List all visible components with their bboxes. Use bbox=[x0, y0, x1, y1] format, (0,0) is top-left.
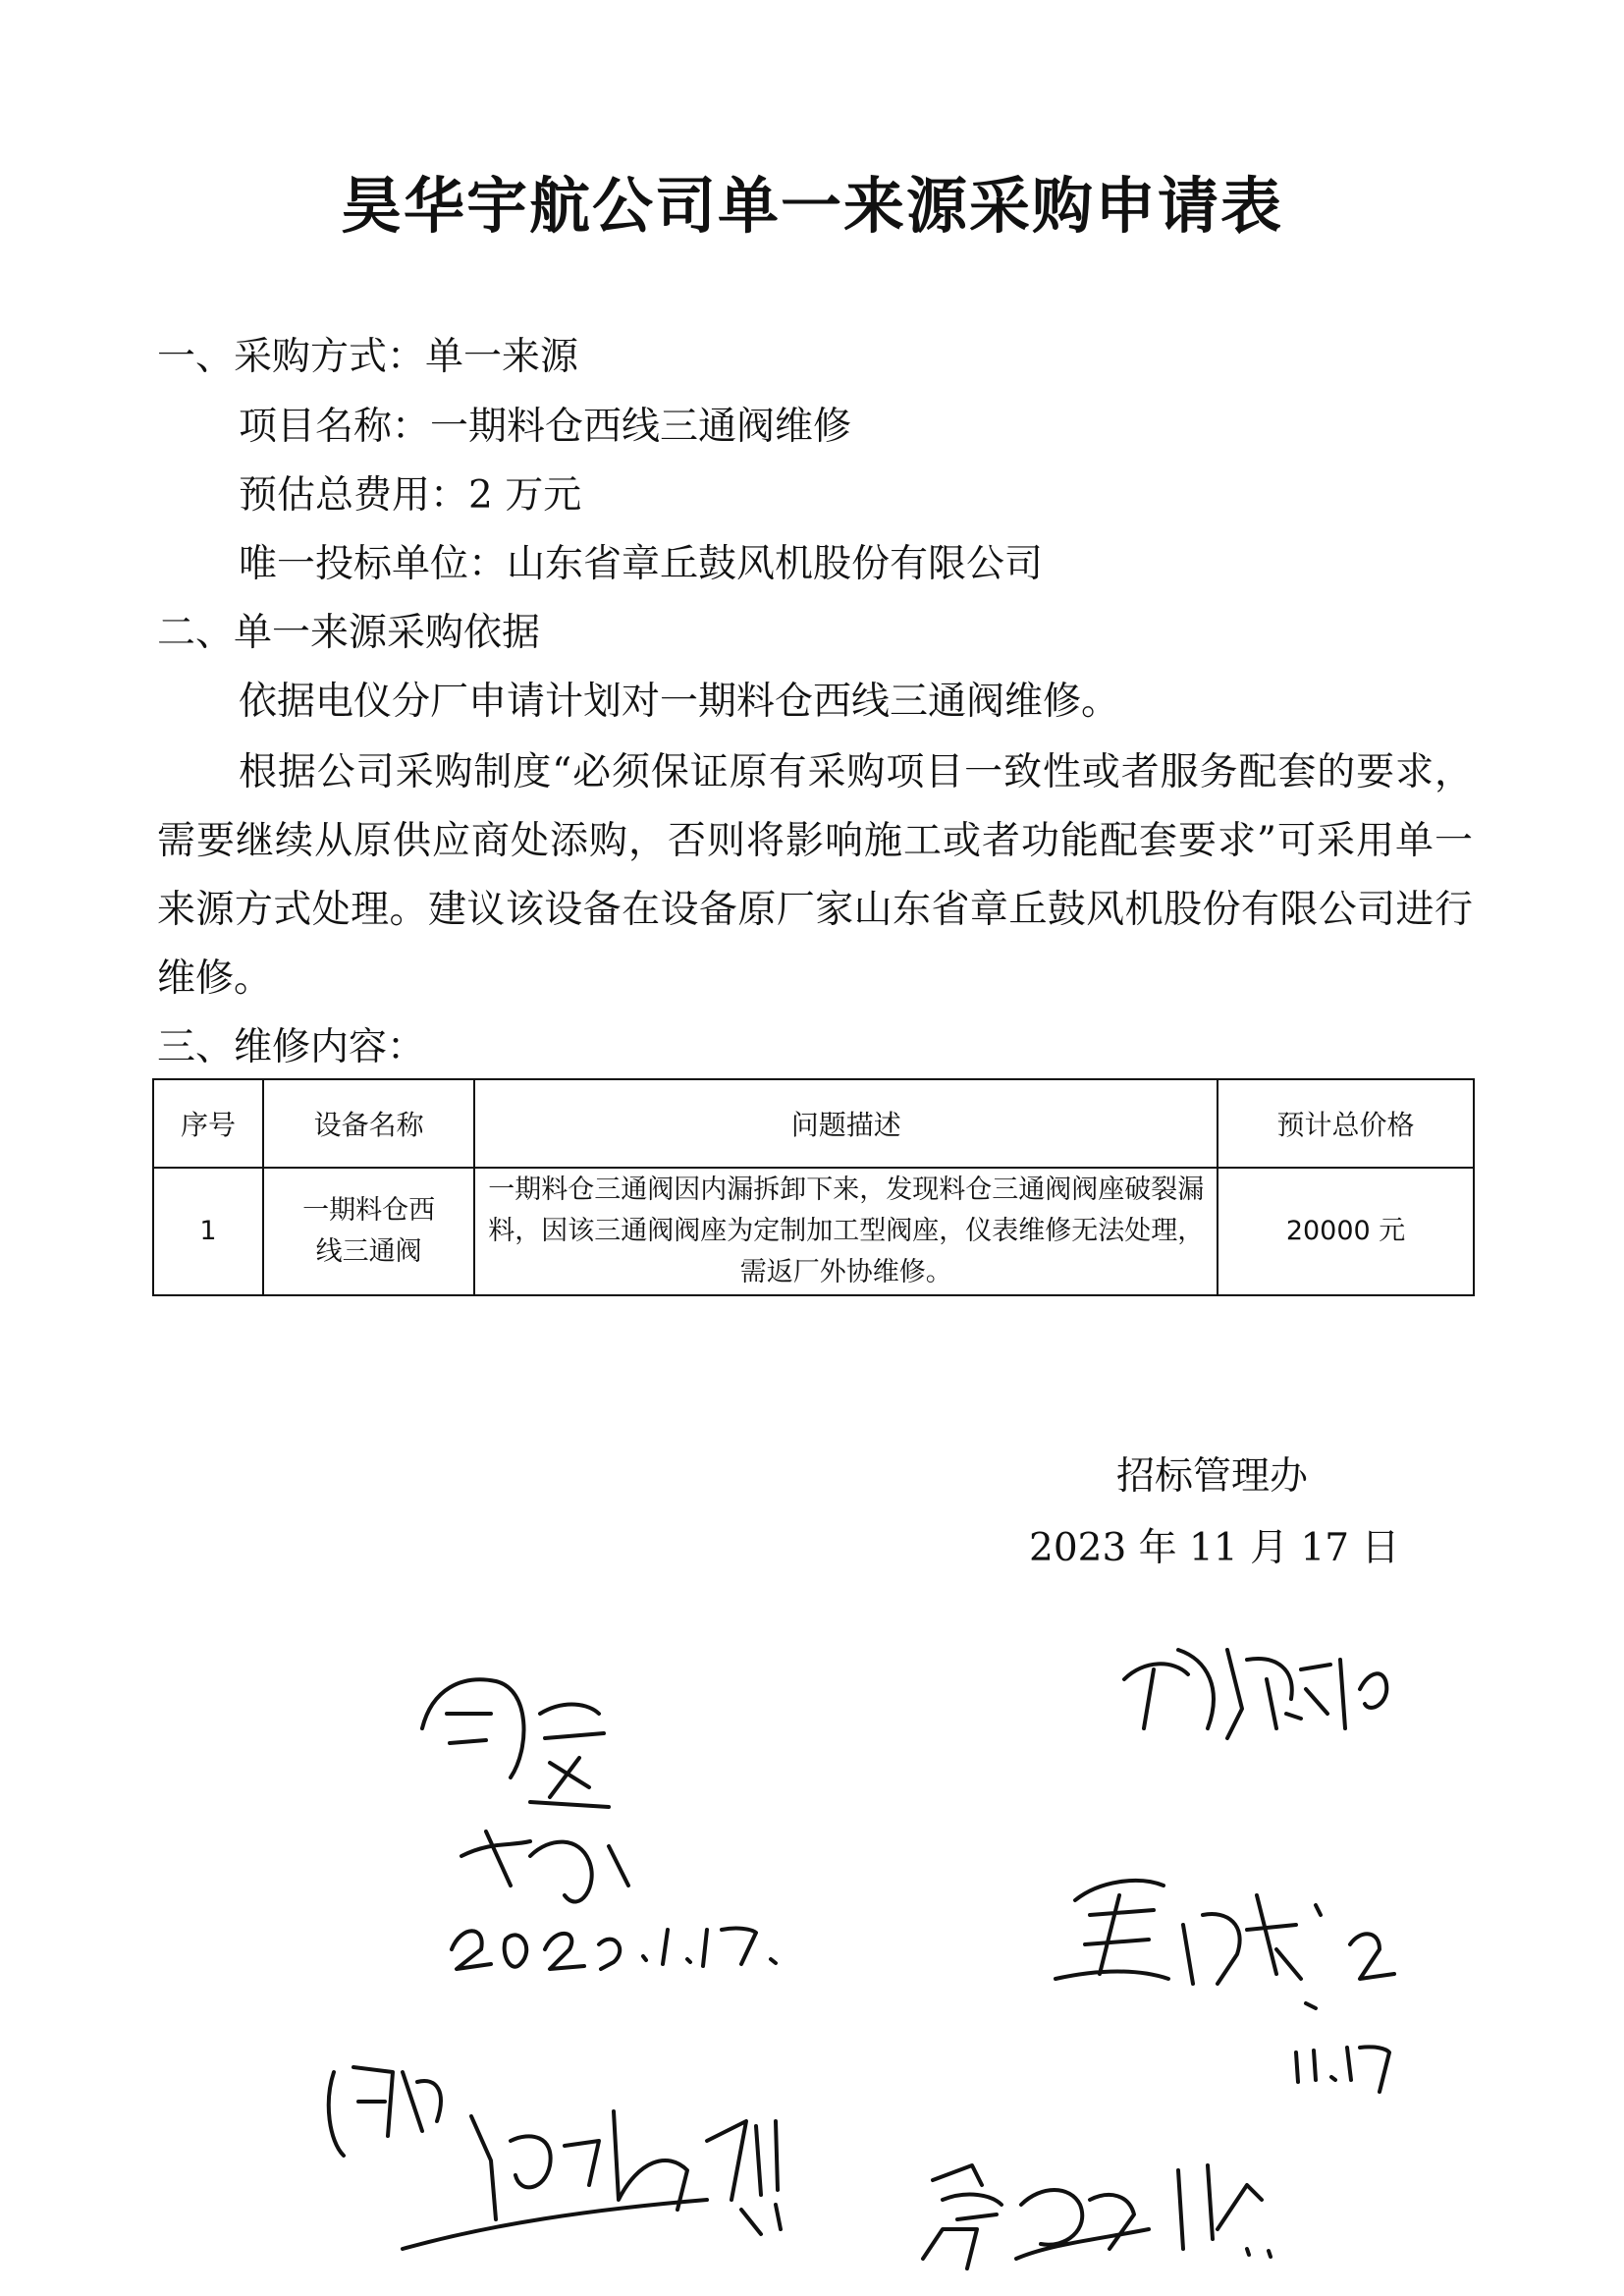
project-name: 项目名称：一期料仓西线三通阀维修 bbox=[239, 405, 852, 449]
basis-paragraph-1: 依据电仪分厂申请计划对一期料仓西线三通阀维修。 bbox=[239, 680, 1120, 724]
approval-signature-bottom-left bbox=[329, 2067, 781, 2249]
cell-seq: 1 bbox=[153, 1168, 263, 1295]
approval-signature-bottom-right bbox=[923, 2165, 1271, 2269]
issue-date: 2023 年 11 月 17 日 bbox=[1029, 1526, 1400, 1570]
cell-description: 一期料仓三通阀因内漏拆卸下来，发现料仓三通阀阀座破裂漏料，因该三通阀阀座为定制加工型阀座，仪表维修无法处理，需返厂外协维修。 bbox=[474, 1168, 1218, 1295]
section1-heading: 一、采购方式：单一来源 bbox=[157, 335, 579, 379]
col-header-price: 预计总价格 bbox=[1218, 1079, 1474, 1168]
section2-heading: 二、单一来源采购依据 bbox=[157, 611, 541, 655]
estimated-cost: 预估总费用：2 万元 bbox=[239, 473, 582, 518]
approval-signature-middle-right bbox=[1056, 1881, 1394, 2092]
issuing-office: 招标管理办 bbox=[1116, 1454, 1309, 1499]
cell-equipment: 一期料仓西线三通阀 bbox=[263, 1168, 474, 1295]
section3-heading: 三、维修内容： bbox=[157, 1025, 426, 1069]
col-header-seq: 序号 bbox=[153, 1079, 263, 1168]
document-title: 昊华宇航公司单一来源采购申请表 bbox=[340, 170, 1283, 242]
col-header-description: 问题描述 bbox=[474, 1079, 1218, 1168]
basis-paragraph-2: 根据公司采购制度“必须保证原有采购项目一致性或者服务配套的要求，需要继续从原供应商处添购，否则将影响施工或者功能配套要求”可采用单一来源方式处理。建议该设备在设备原厂家山东省章丘鼓风机股份有限公司进行维修。 bbox=[157, 750, 1473, 1001]
approval-signature-top-right bbox=[1124, 1650, 1386, 1738]
cell-price: 20000 元 bbox=[1218, 1168, 1474, 1295]
col-header-equipment: 设备名称 bbox=[263, 1079, 474, 1168]
approval-signature-left bbox=[422, 1679, 776, 1969]
sole-bidder: 唯一投标单位：山东省章丘鼓风机股份有限公司 bbox=[239, 542, 1044, 586]
